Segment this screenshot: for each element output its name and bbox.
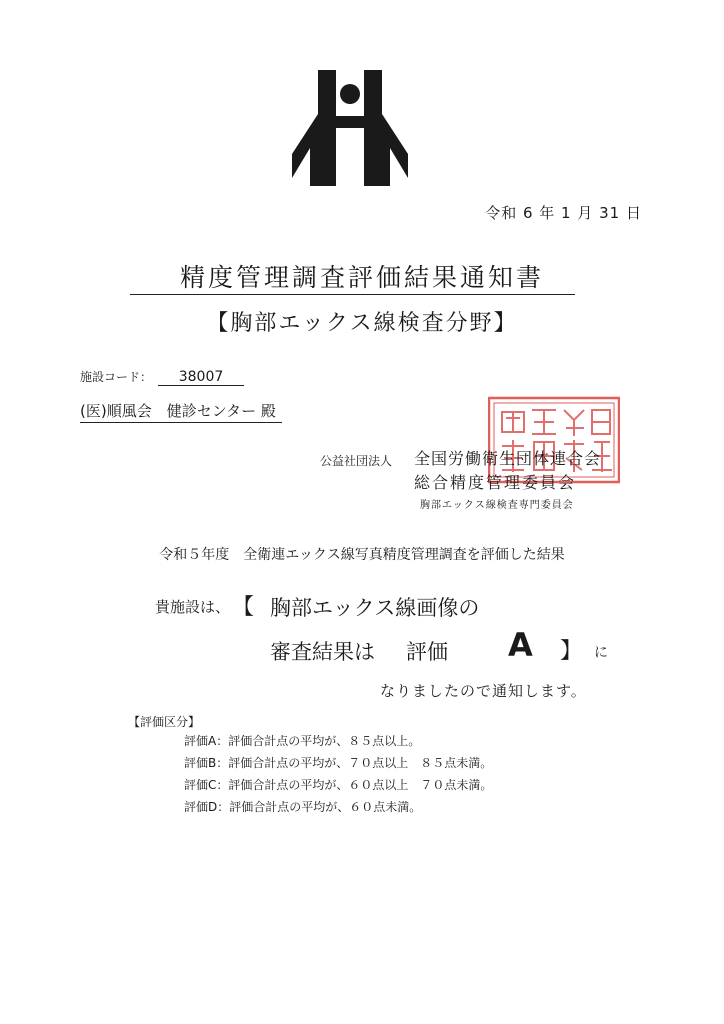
- facility-code-label: 施設コード：: [80, 370, 153, 384]
- criteria-item: 評価C：評価合計点の平均が、６０点以上 ７０点未満。: [184, 778, 493, 792]
- issue-date: 令和 6 年 1 月 31 日: [485, 204, 642, 222]
- bracket-close: 】: [560, 639, 583, 664]
- lead-sentence: 令和５年度 全衛連エックス線写真精度管理調査を評価した結果: [159, 547, 565, 563]
- document-title: 精度管理調査評価結果通知書: [179, 263, 544, 292]
- issuer-subcommittee: 胸部エックス線検査専門委員会: [420, 500, 574, 511]
- criteria-item: 評価A：評価合計点の平均が、８５点以上。: [184, 734, 421, 748]
- recipient-name: (医)順風会 健診センター 殿: [80, 400, 282, 423]
- facility-code-value: 38007: [158, 369, 244, 386]
- issuer-org-type: 公益社団法人: [320, 454, 393, 468]
- criteria-heading: 【評価区分】: [128, 715, 201, 729]
- jmh-logo-icon: [292, 70, 408, 186]
- criteria-item: 評価D：評価合計点の平均が、６０点未満。: [184, 800, 422, 814]
- evaluation-grade: A: [508, 626, 533, 664]
- criteria-item: 評価B：評価合計点の平均が、７０点以上 ８５点未満。: [184, 756, 493, 770]
- result-line-1: 胸部エックス線画像の: [270, 596, 480, 620]
- notify-sentence: なりましたので通知します。: [380, 682, 587, 700]
- result-line-2b: 評価: [406, 640, 448, 664]
- result-particle: に: [594, 645, 608, 661]
- document-subtitle: 【胸部エックス線検査分野】: [206, 311, 518, 336]
- facility-label: 貴施設は、: [155, 598, 231, 616]
- facility-code: [80, 368, 244, 386]
- title-underline: [130, 294, 575, 295]
- issuer-org-name: 全国労働衛生団体連合会: [414, 449, 602, 468]
- bracket-open: 【: [232, 595, 255, 620]
- issuer-committee: 総合精度管理委員会: [414, 473, 577, 492]
- result-line-2a: 審査結果は: [270, 640, 375, 664]
